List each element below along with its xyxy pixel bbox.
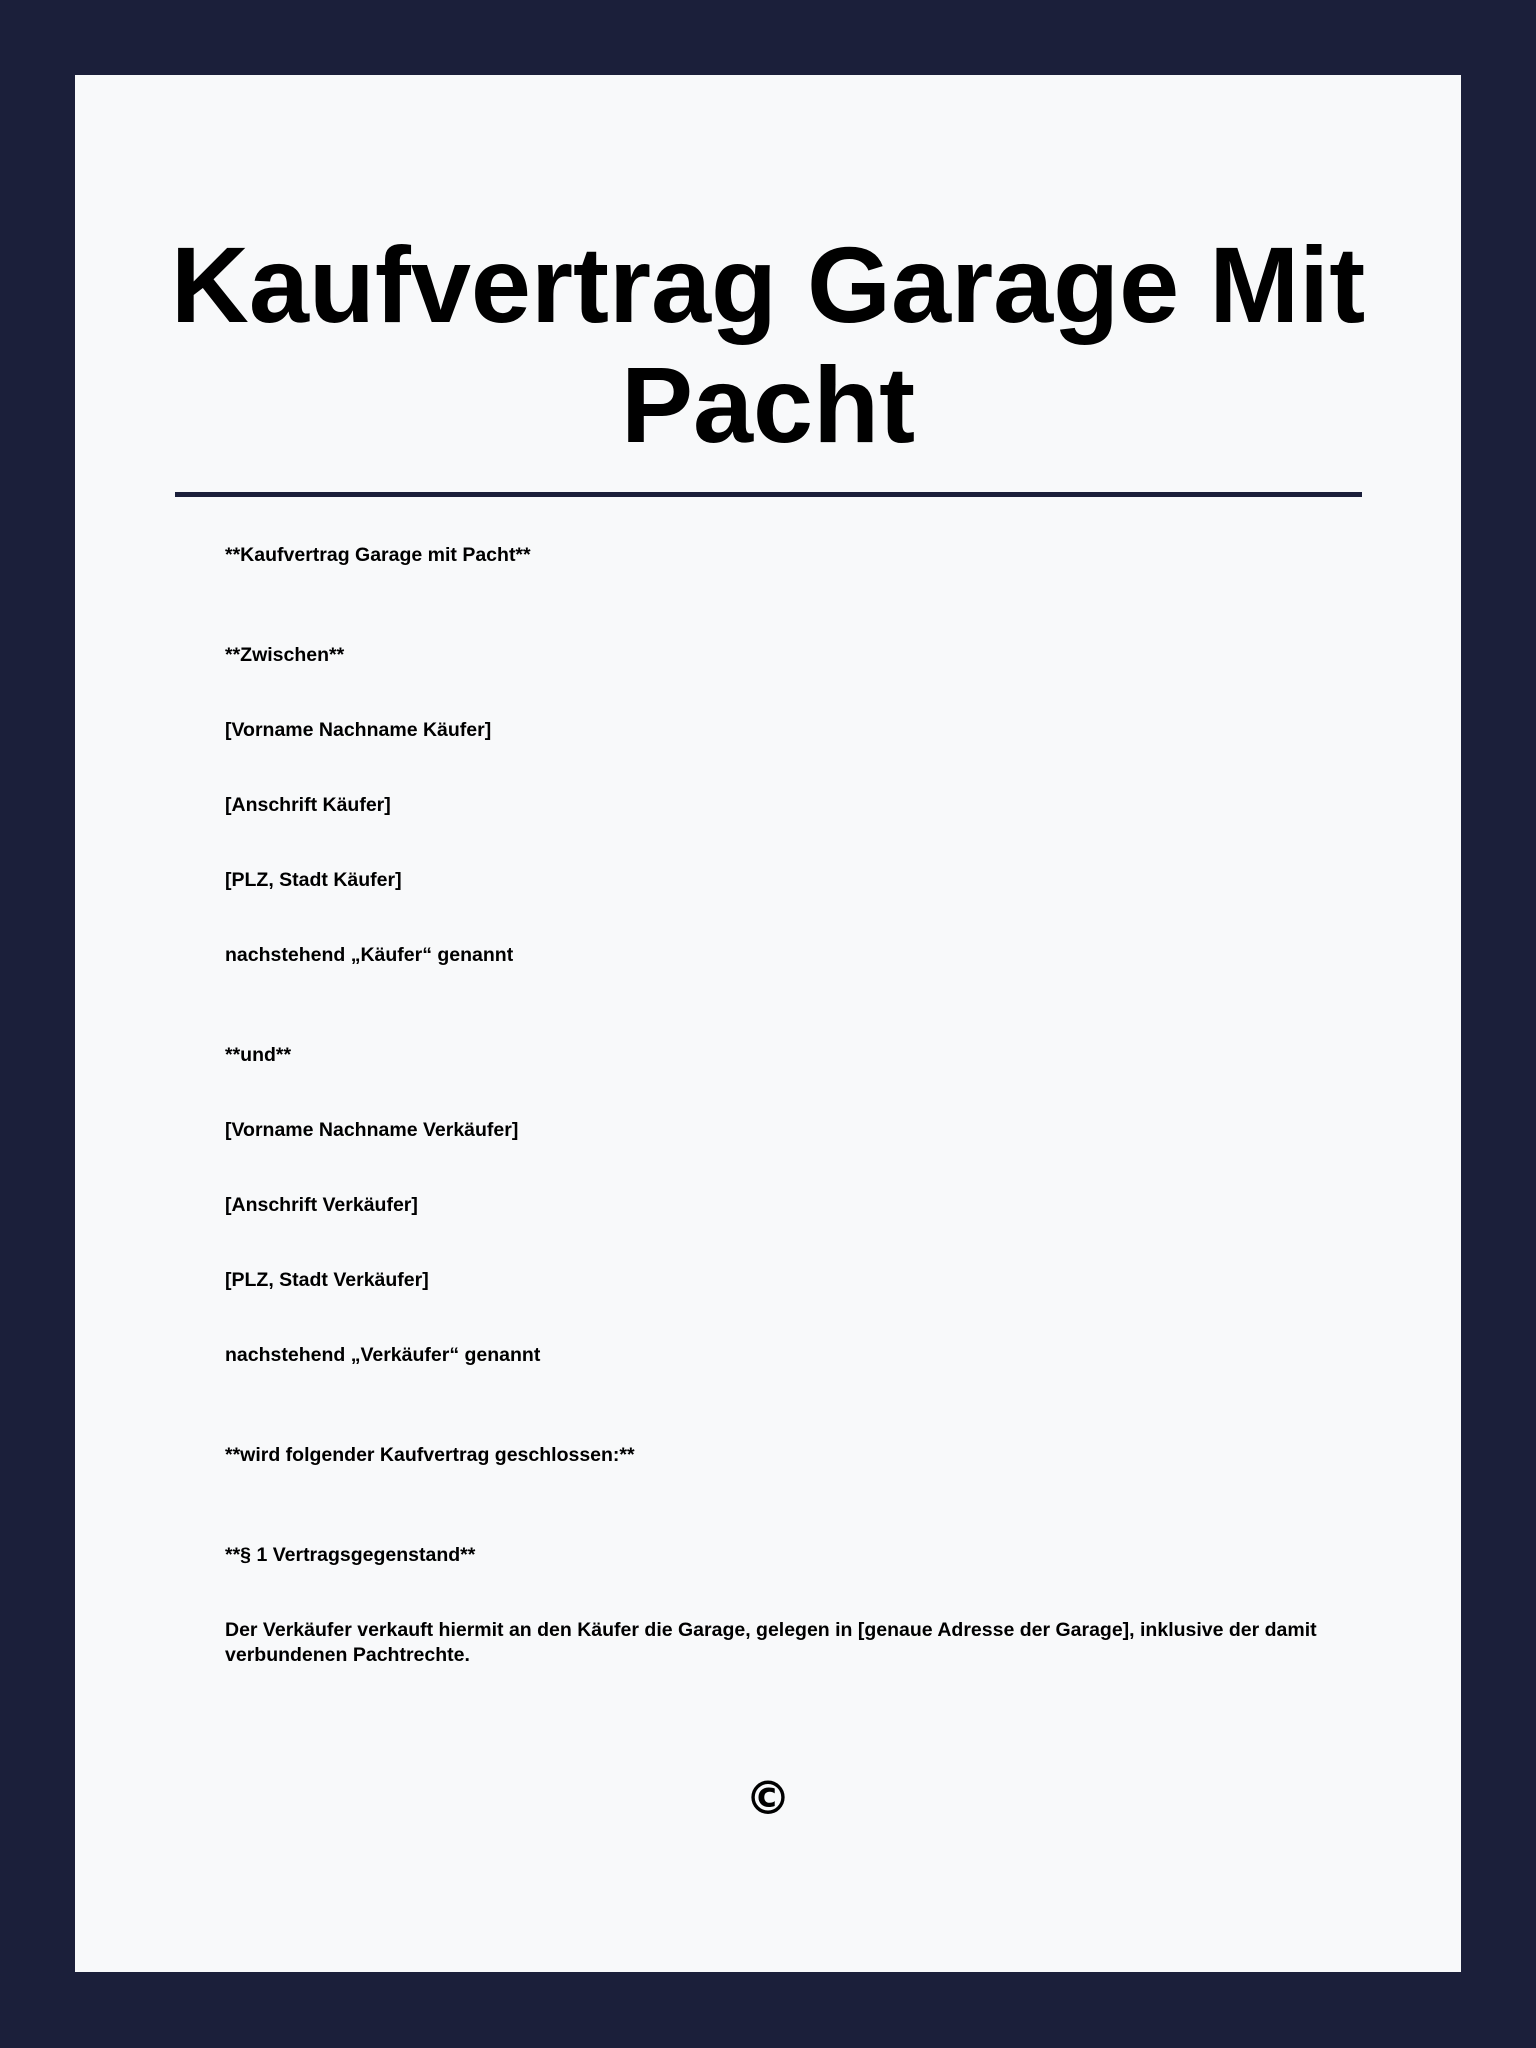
seller-address: [Anschrift Verkäufer]	[225, 1194, 418, 1216]
buyer-name: [Vorname Nachname Käufer]	[225, 719, 492, 741]
contract-heading: **Kaufvertrag Garage mit Pacht**	[225, 544, 531, 566]
buyer-city: [PLZ, Stadt Käufer]	[225, 869, 402, 891]
document-title: Kaufvertrag Garage Mit Pacht	[170, 224, 1366, 465]
and-heading: **und**	[225, 1044, 292, 1066]
contract-intro: **wird folgender Kaufvertrag geschlossen:**	[225, 1444, 635, 1466]
between-heading: **Zwischen**	[225, 644, 345, 666]
buyer-designation: nachstehend „Käufer“ genannt	[225, 944, 514, 966]
copyright-icon: ©	[745, 1771, 791, 1825]
seller-designation: nachstehend „Verkäufer“ genannt	[225, 1344, 541, 1366]
section-1-text: Der Verkäufer verkauft hiermit an den Käufer die Garage, gelegen in [genaue Adresse der Garage], inklusive der damit verbundenen Pachtrechte.	[225, 1619, 1317, 1666]
section-1-heading: **§ 1 Vertragsgegenstand**	[225, 1544, 476, 1566]
seller-name: [Vorname Nachname Verkäufer]	[225, 1119, 519, 1141]
buyer-address: [Anschrift Käufer]	[225, 794, 391, 816]
title-divider	[175, 492, 1362, 497]
document-page	[75, 75, 1461, 1972]
seller-city: [PLZ, Stadt Verkäufer]	[225, 1269, 429, 1291]
